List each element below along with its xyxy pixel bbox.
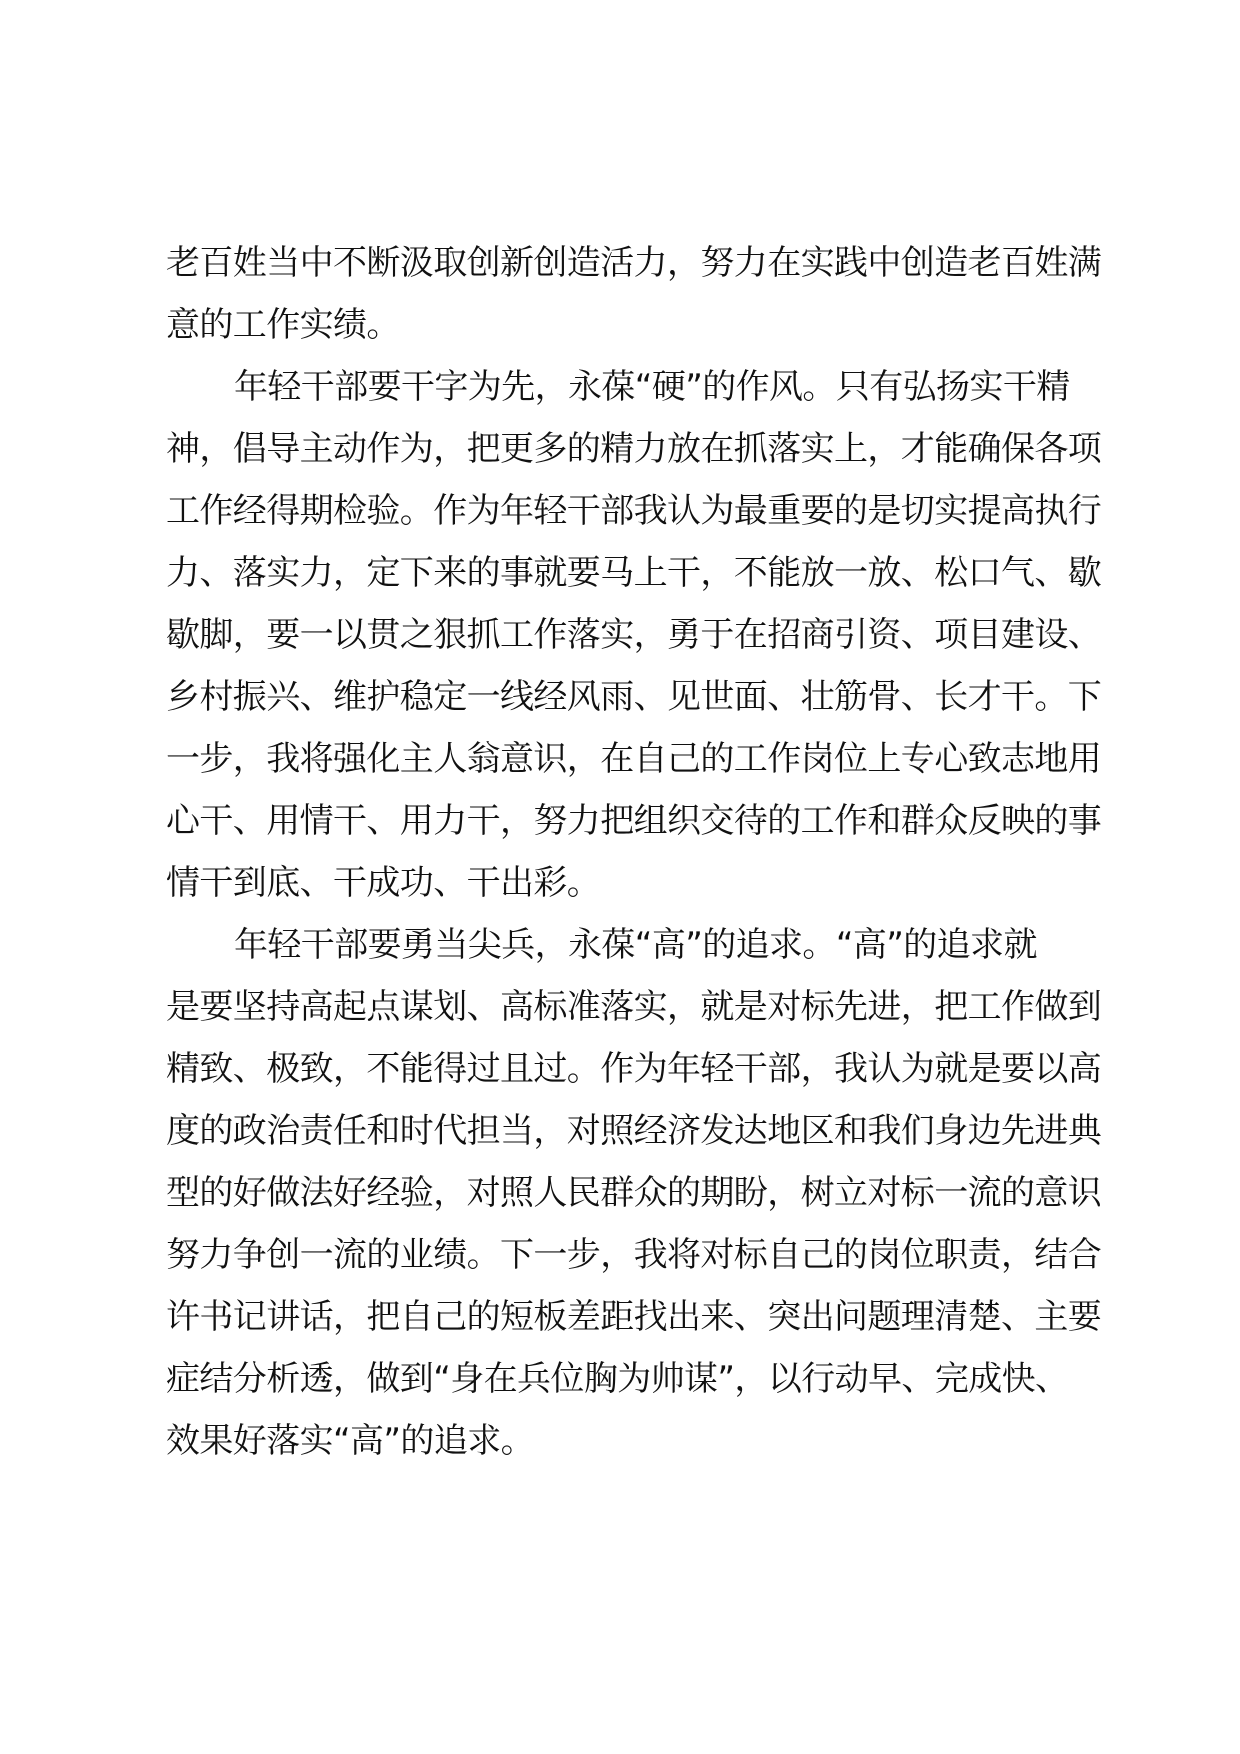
text-line: 工作经得期检验。作为年轻干部我认为最重要的是切实提高执行 <box>166 491 1102 531</box>
text-line: 症结分析透，做到“身在兵位胸为帅谋”，以行动早、完成快、 <box>166 1359 1069 1399</box>
text-line: 力、落实力，定下来的事就要马上干，不能放一放、松口气、歇 <box>166 553 1102 593</box>
text-line: 度的政治责任和时代担当，对照经济发达地区和我们身边先进典 <box>166 1111 1102 1151</box>
text-line: 精致、极致，不能得过且过。作为年轻干部，我认为就是要以高 <box>166 1049 1102 1089</box>
document-body <box>166 232 1102 1472</box>
text-line: 努力争创一流的业绩。下一步，我将对标自己的岗位职责，结合 <box>166 1235 1102 1275</box>
text-line: 是要坚持高起点谋划、高标准落实，就是对标先进，把工作做到 <box>166 987 1102 1027</box>
text-line: 乡村振兴、维护稳定一线经风雨、见世面、壮筋骨、长才干。下 <box>166 677 1102 717</box>
text-line: 许书记讲话，把自己的短板差距找出来、突出问题理清楚、主要 <box>166 1297 1102 1337</box>
text-line: 效果好落实“高”的追求。 <box>166 1421 535 1461</box>
text-line: 情干到底、干成功、干出彩。 <box>166 863 601 903</box>
paragraph-3 <box>166 914 1102 1472</box>
text-line-first: 年轻干部要勇当尖兵，永葆“高”的追求。“高”的追求就 <box>234 925 1037 965</box>
paragraph-2 <box>166 356 1102 914</box>
text-line: 型的好做法好经验，对照人民群众的期盼，树立对标一流的意识 <box>166 1173 1102 1213</box>
paragraph-1 <box>166 232 1102 356</box>
text-line: 老百姓当中不断汲取创新创造活力，努力在实践中创造老百姓满 <box>166 243 1102 283</box>
text-line: 一步，我将强化主人翁意识，在自己的工作岗位上专心致志地用 <box>166 739 1102 779</box>
text-line: 歇脚，要一以贯之狠抓工作落实，勇于在招商引资、项目建设、 <box>166 615 1102 655</box>
text-line: 心干、用情干、用力干，努力把组织交待的工作和群众反映的事 <box>166 801 1102 841</box>
text-line-first: 年轻干部要干字为先，永葆“硬”的作风。只有弘扬实干精 <box>234 367 1070 407</box>
text-line: 意的工作实绩。 <box>166 305 400 345</box>
text-line: 神，倡导主动作为，把更多的精力放在抓落实上，才能确保各项 <box>166 429 1102 469</box>
